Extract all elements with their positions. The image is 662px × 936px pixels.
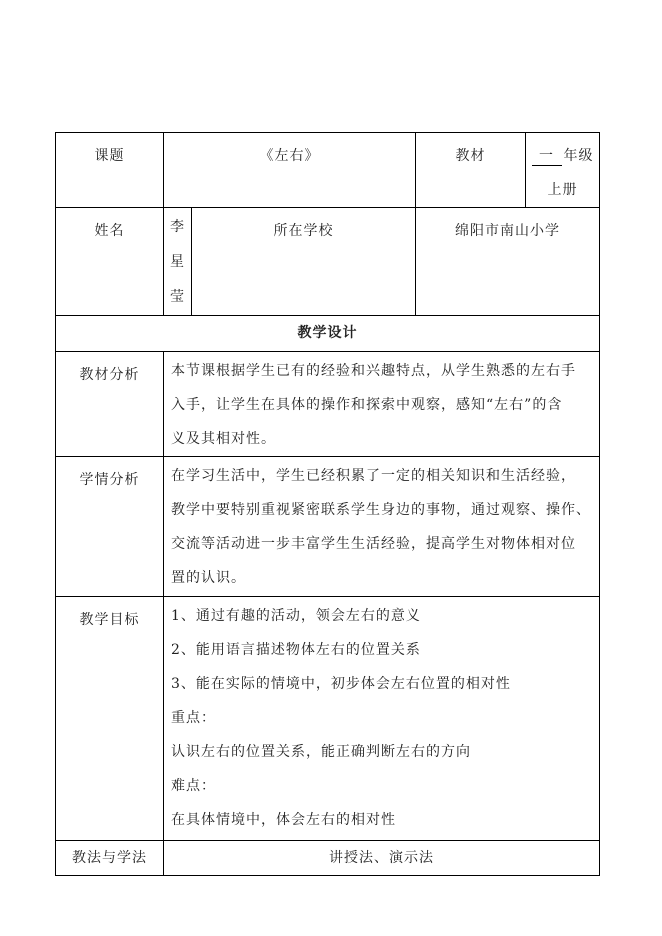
topic-label: 课题 <box>56 133 164 208</box>
grade-line <box>526 139 599 173</box>
topic-row <box>56 133 600 208</box>
teacher-name <box>164 208 192 316</box>
key-point-text: 认识左右的位置关系，能正确判断左右的方向 <box>171 744 471 760</box>
key-point-label: 重点： <box>171 710 216 726</box>
objective-line: 2、能用语言描述物体左右的位置关系 <box>171 642 421 658</box>
methods-label: 教法与学法 <box>56 841 164 876</box>
student-analysis-label: 学情分析 <box>56 457 164 597</box>
teacher-row <box>56 208 600 316</box>
material-analysis-row <box>56 352 600 457</box>
objectives-label: 教学目标 <box>56 597 164 841</box>
objectives-text <box>164 597 600 841</box>
material-analysis-label: 教材分析 <box>56 352 164 457</box>
student-analysis-text <box>164 457 600 597</box>
name-char: 星 <box>170 254 185 270</box>
section-title-row <box>56 316 600 352</box>
text-line: 教学中要特别重视紧密联系学生身边的事物，通过观察、操作、 <box>171 502 591 518</box>
grade-cell <box>526 133 600 208</box>
difficulty-text: 在具体情境中，体会左右的相对性 <box>171 812 396 828</box>
text-line: 交流等活动进一步丰富学生生活经验，提高学生对物体相对位 <box>171 536 576 552</box>
methods-value: 讲授法、演示法 <box>164 841 600 876</box>
school-label: 所在学校 <box>192 208 416 316</box>
objective-line: 3、能在实际的情境中，初步体会左右位置的相对性 <box>171 676 511 692</box>
name-label: 姓名 <box>56 208 164 316</box>
name-char: 李 <box>170 219 185 235</box>
grade-number: 一 <box>532 147 562 166</box>
material-analysis-text <box>164 352 600 457</box>
text-line: 在学习生活中，学生已经积累了一定的相关知识和生活经验， <box>171 468 576 484</box>
text-line: 本节课根据学生已有的经验和兴趣特点，从学生熟悉的左右手 <box>171 363 576 379</box>
methods-row <box>56 841 600 876</box>
school-value: 绵阳市南山小学 <box>416 208 600 316</box>
name-char: 莹 <box>170 289 185 305</box>
textbook-label: 教材 <box>416 133 526 208</box>
text-line: 入手，让学生在具体的操作和探索中观察，感知“左右”的含 <box>171 397 563 413</box>
difficulty-label: 难点： <box>171 778 216 794</box>
student-analysis-row <box>56 457 600 597</box>
text-line: 义及其相对性。 <box>171 431 276 447</box>
section-title: 教学设计 <box>56 316 600 352</box>
text-line: 置的认识。 <box>171 570 246 586</box>
topic-value: 《左右》 <box>164 133 416 208</box>
lesson-plan-table <box>55 132 600 876</box>
volume: 上册 <box>547 182 578 198</box>
objectives-row <box>56 597 600 841</box>
grade-suffix: 年级 <box>563 148 594 164</box>
objective-line: 1、通过有趣的活动，领会左右的意义 <box>171 608 421 624</box>
